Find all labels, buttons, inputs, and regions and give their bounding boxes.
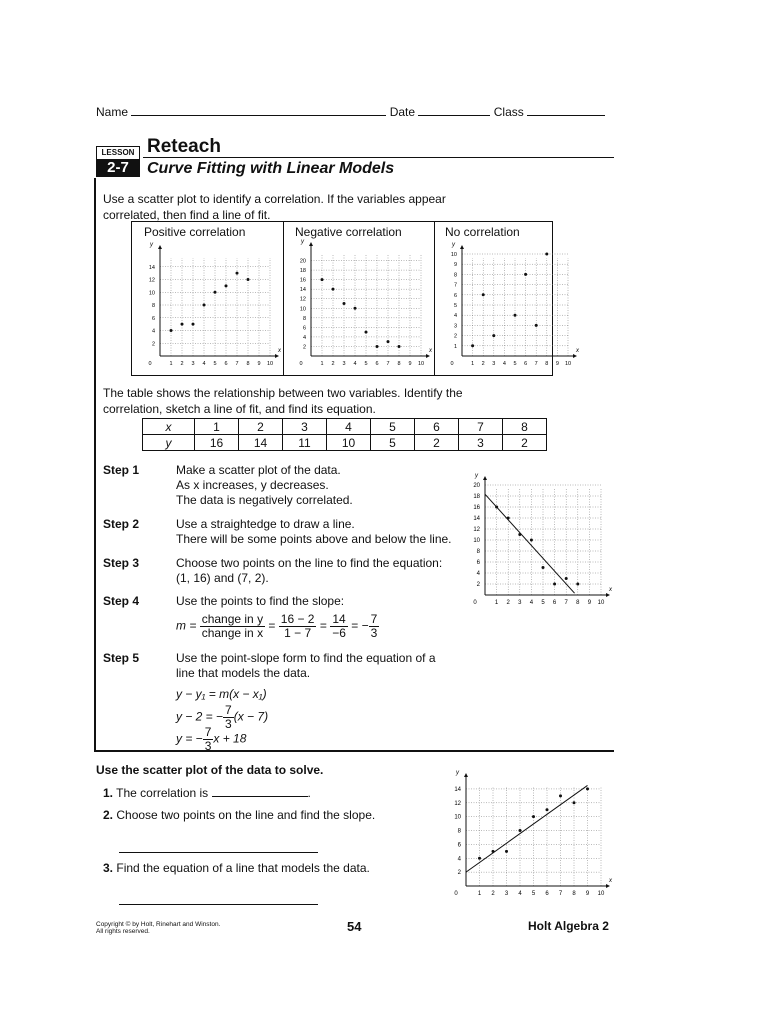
question-3 — [103, 861, 370, 875]
y-axis-arrow — [158, 245, 162, 249]
x-tick-label: 5 — [364, 361, 368, 367]
fraction — [369, 613, 380, 640]
table-row-x — [143, 419, 547, 435]
x-tick-label: 7 — [534, 361, 538, 367]
y-tick-label: 2 — [476, 582, 480, 588]
step-text-line: There will be some points above and below the line. — [176, 532, 452, 546]
y-tick-label: 5 — [453, 303, 457, 309]
panel-title-negative: Negative correlation — [295, 225, 402, 239]
y-axis-arrow — [309, 242, 313, 246]
fraction-num: 7 — [370, 612, 378, 626]
x-tick-label: 6 — [552, 600, 557, 606]
name-field[interactable] — [131, 104, 386, 116]
data-point — [321, 278, 324, 281]
data-point — [546, 808, 549, 811]
data-point — [576, 583, 579, 586]
table-cell: 10 — [327, 435, 371, 451]
table-cell: 5 — [371, 419, 415, 435]
y-tick-label: 14 — [473, 516, 480, 522]
answer-field-3[interactable] — [119, 904, 318, 905]
y-tick-label: 14 — [148, 264, 155, 271]
step-4-text: Use the points to find the slope: — [176, 594, 345, 608]
data-point — [586, 787, 589, 790]
data-point — [518, 533, 521, 536]
y-tick-label: 4 — [302, 334, 306, 341]
data-point — [332, 288, 335, 291]
equals: = — [319, 618, 327, 633]
copyright-line: Copyright © by Holt, Rinehart and Winston. — [96, 921, 221, 928]
x-tick-label: 0 — [148, 361, 152, 367]
negative-scatter-plot — [289, 239, 432, 371]
x-tick-label: 8 — [397, 361, 401, 367]
y-tick-label: 20 — [299, 258, 306, 265]
lesson-badge-label: LESSON — [96, 146, 140, 160]
x-tick-label: 0 — [454, 891, 458, 897]
table-intro — [103, 385, 463, 417]
x-tick-label: 6 — [375, 361, 379, 367]
x-tick-label: 5 — [541, 600, 545, 606]
y-tick-label: 20 — [473, 483, 480, 489]
x-axis-arrow — [606, 884, 610, 888]
y-axis-label: y — [150, 242, 153, 248]
y-tick-label: 14 — [299, 287, 306, 294]
y-tick-label: 12 — [299, 296, 306, 303]
y-axis-arrow — [460, 245, 464, 249]
question-number: 2. — [103, 808, 114, 822]
data-point — [478, 857, 481, 860]
question-number: 3. — [103, 861, 114, 875]
x-tick-label: 2 — [491, 891, 495, 897]
y-tick-label: 2 — [151, 341, 155, 348]
y-tick-label: 6 — [476, 560, 480, 566]
data-point — [214, 291, 217, 294]
table-cell: 14 — [239, 435, 283, 451]
data-point — [343, 302, 346, 305]
x-axis-arrow — [573, 354, 577, 358]
data-point — [542, 566, 545, 569]
step-scatter-plot — [460, 470, 610, 618]
table-cell: 3 — [459, 435, 503, 451]
table-cell: 3 — [283, 419, 327, 435]
practice-heading: Use the scatter plot of the data to solve. — [96, 763, 324, 777]
x-axis-label: x — [576, 348, 579, 354]
y-tick-label: 8 — [476, 549, 480, 555]
table-intro-line-1: The table shows the relationship between two variables. Identify the — [103, 386, 463, 400]
y-tick-label: 3 — [453, 323, 457, 330]
data-point — [565, 577, 568, 580]
data-point — [507, 517, 510, 520]
lesson-number: 2-7 — [96, 159, 140, 177]
y-tick-label: 9 — [453, 262, 457, 269]
data-point — [354, 307, 357, 310]
data-point — [524, 273, 527, 276]
bottom-border — [94, 750, 614, 752]
y-axis-arrow — [464, 773, 468, 777]
table-cell: 11 — [283, 435, 327, 451]
y-tick-label: 14 — [454, 786, 461, 793]
eq-part: x + 18 — [213, 731, 247, 746]
y-tick-label: 2 — [457, 870, 461, 877]
x-tick-label: 7 — [235, 361, 239, 367]
x-tick-label: 10 — [597, 600, 605, 606]
table-cell: 5 — [371, 435, 415, 451]
y-tick-label: 12 — [148, 277, 155, 284]
intro-line-2: correlated, then find a line of fit. — [103, 208, 271, 222]
y-axis-label: y — [452, 242, 455, 248]
x-tick-label: 9 — [587, 600, 592, 606]
data-point — [530, 539, 533, 542]
fraction-num: 16 − 2 — [280, 612, 315, 626]
table-header-x: x — [143, 419, 195, 435]
fraction — [279, 613, 317, 640]
data-point — [573, 801, 576, 804]
x-tick-label: 5 — [213, 361, 217, 367]
y-tick-label: 10 — [299, 306, 306, 313]
step-text-line: Use a straightedge to draw a line. — [176, 517, 355, 531]
question-number: 1. — [103, 786, 114, 800]
date-field[interactable] — [418, 104, 490, 116]
x-axis-label: x — [609, 587, 612, 593]
data-point — [471, 344, 474, 347]
y-tick-label: 8 — [151, 303, 155, 309]
fraction — [203, 726, 214, 753]
x-tick-label: 1 — [477, 891, 482, 897]
line-of-fit — [466, 785, 588, 872]
y-tick-label: 2 — [302, 344, 306, 351]
x-axis-label: x — [429, 348, 432, 354]
table-cell: 7 — [459, 419, 503, 435]
y-tick-label: 12 — [473, 527, 480, 533]
intro-text — [103, 191, 446, 223]
step-2-text — [176, 517, 452, 547]
x-tick-label: 3 — [504, 891, 509, 897]
data-point — [225, 284, 228, 287]
fraction-num: 14 — [330, 613, 348, 627]
panel-divider — [434, 222, 435, 375]
step-2-label: Step 2 — [103, 517, 140, 531]
fraction-num: 7 — [225, 703, 232, 717]
x-tick-label: 10 — [564, 361, 572, 367]
header-row — [96, 104, 616, 119]
x-tick-label: 4 — [518, 891, 522, 897]
fraction-den: 1 − 7 — [284, 626, 312, 640]
table-cell: 6 — [415, 419, 459, 435]
x-tick-label: 0 — [473, 600, 477, 606]
table-cell: 8 — [503, 419, 547, 435]
y-tick-label: 8 — [457, 828, 461, 835]
x-tick-label: 10 — [266, 361, 274, 367]
y-tick-label: 6 — [302, 325, 306, 332]
x-tick-label: 10 — [417, 361, 425, 367]
data-point — [181, 323, 184, 326]
table-row-y — [143, 435, 547, 451]
question-text: Choose two points on the line and find the slope. — [116, 808, 376, 822]
table-intro-line-2: correlation, sketch a line of fit, and find its equation. — [103, 402, 376, 416]
y-tick-label: 10 — [473, 538, 480, 544]
x-tick-label: 4 — [353, 361, 357, 367]
data-point — [247, 278, 250, 281]
x-tick-label: 9 — [585, 891, 590, 897]
data-point — [535, 324, 538, 327]
left-border — [94, 178, 96, 750]
step-text-line: Make a scatter plot of the data. — [176, 463, 341, 477]
step-text-line: The data is negatively correlated. — [176, 493, 353, 507]
x-tick-label: 2 — [180, 361, 184, 367]
point-slope-line-3 — [176, 726, 246, 753]
data-point — [236, 272, 239, 275]
x-tick-label: 2 — [331, 361, 335, 367]
x-tick-label: 2 — [506, 600, 510, 606]
page-title: Reteach — [147, 136, 221, 157]
y-tick-label: 8 — [302, 315, 306, 322]
y-tick-label: 10 — [454, 814, 461, 821]
x-tick-label: 4 — [529, 600, 534, 606]
class-label: Class — [493, 105, 524, 119]
x-tick-label: 7 — [386, 361, 390, 367]
fraction-den: −6 — [332, 626, 346, 640]
y-tick-label: 18 — [473, 494, 480, 500]
data-point — [519, 829, 522, 832]
x-axis-label: x — [278, 348, 281, 354]
fraction-num: change in y — [201, 612, 264, 626]
question-2 — [103, 808, 375, 822]
x-tick-label: 10 — [597, 891, 605, 897]
step-5-label: Step 5 — [103, 651, 140, 665]
x-tick-label: 1 — [494, 600, 499, 606]
x-tick-label: 4 — [202, 361, 206, 367]
practice-scatter-plot — [440, 762, 615, 904]
x-axis-label: x — [609, 878, 612, 884]
data-point — [545, 253, 548, 256]
x-tick-label: 1 — [169, 361, 173, 367]
fraction — [200, 613, 265, 640]
answer-field-1[interactable] — [212, 785, 308, 797]
y-tick-label: 6 — [151, 315, 155, 322]
date-label: Date — [389, 105, 416, 119]
answer-field-2[interactable] — [119, 852, 318, 853]
data-point — [376, 345, 379, 348]
y-tick-label: 16 — [299, 277, 306, 284]
no-correlation-scatter-plot — [440, 238, 579, 373]
equals: = — [268, 618, 276, 633]
y-axis-label: y — [456, 770, 459, 776]
x-tick-label: 9 — [408, 361, 412, 367]
data-point — [170, 329, 173, 332]
eq-part: y − 2 = − — [176, 709, 224, 724]
table-cell: 2 — [503, 435, 547, 451]
y-tick-label: 4 — [476, 571, 480, 577]
data-point — [492, 850, 495, 853]
data-table — [142, 418, 547, 451]
data-point — [492, 334, 495, 337]
eq-part: (x − 7) — [233, 709, 269, 724]
step-text-line: (1, 16) and (7, 2). — [176, 571, 269, 585]
x-tick-label: 6 — [524, 361, 528, 367]
data-point — [387, 340, 390, 343]
x-tick-label: 6 — [224, 361, 228, 367]
x-tick-label: 3 — [342, 361, 346, 367]
positive-scatter-plot — [138, 242, 281, 371]
data-point — [505, 850, 508, 853]
y-axis-label: y — [301, 239, 304, 245]
y-tick-label: 10 — [148, 290, 155, 297]
y-tick-label: 4 — [453, 313, 457, 320]
step-text-line: As x increases, y decreases. — [176, 478, 329, 492]
table-cell: 1 — [195, 419, 239, 435]
y-tick-label: 18 — [299, 268, 306, 275]
fraction-den: 3 — [225, 717, 232, 731]
table-header-y: y — [143, 435, 195, 451]
fraction-den: change in x — [201, 626, 264, 640]
y-tick-label: 8 — [453, 272, 457, 279]
data-point — [532, 815, 535, 818]
y-axis-arrow — [483, 476, 487, 480]
x-tick-label: 1 — [471, 361, 475, 367]
step-1-text — [176, 463, 353, 508]
y-tick-label: 4 — [457, 856, 461, 863]
data-point — [553, 583, 556, 586]
data-point — [495, 506, 498, 509]
fraction-den: 3 — [204, 739, 212, 753]
x-tick-label: 2 — [481, 361, 485, 367]
x-tick-label: 8 — [576, 600, 580, 606]
step-3-text — [176, 556, 442, 586]
panel-title-none: No correlation — [445, 225, 520, 239]
name-label: Name — [96, 105, 129, 119]
x-tick-label: 0 — [450, 361, 454, 367]
data-point — [365, 331, 368, 334]
x-tick-label: 9 — [555, 361, 559, 367]
step-5-text — [176, 651, 436, 681]
table-cell: 2 — [239, 419, 283, 435]
y-tick-label: 12 — [454, 800, 461, 807]
slope-equation — [176, 613, 379, 640]
data-point — [192, 323, 195, 326]
y-tick-label: 6 — [453, 292, 457, 299]
panel-divider — [283, 222, 284, 375]
y-tick-label: 10 — [450, 252, 457, 258]
step-3-label: Step 3 — [103, 556, 140, 570]
x-tick-label: 0 — [299, 361, 303, 367]
x-tick-label: 5 — [513, 361, 517, 367]
line-of-fit — [485, 494, 575, 593]
question-1: 1. The correlation is . — [103, 786, 311, 800]
x-tick-label: 7 — [558, 891, 563, 897]
eq-part: y = − — [176, 731, 203, 746]
table-cell: 4 — [327, 419, 371, 435]
x-tick-label: 8 — [545, 361, 549, 367]
data-point — [514, 314, 517, 317]
y-tick-label: 4 — [151, 328, 155, 335]
y-tick-label: 1 — [453, 343, 457, 350]
x-tick-label: 7 — [564, 600, 568, 606]
title-rule — [143, 157, 614, 158]
book-title: Holt Algebra 2 — [528, 919, 609, 933]
class-field[interactable] — [527, 104, 605, 116]
question-text: The correlation is — [116, 786, 209, 800]
x-tick-label: 3 — [191, 361, 195, 367]
page-subtitle: Curve Fitting with Linear Models — [147, 160, 395, 177]
data-point — [559, 794, 562, 797]
step-1-label: Step 1 — [103, 463, 140, 477]
point-slope-line-1: y − y₁ = m(x − x₁) — [176, 687, 267, 701]
table-cell: 16 — [195, 435, 239, 451]
fraction-num: 7 — [204, 725, 212, 739]
question-text: Find the equation of a line that models the data. — [116, 861, 370, 875]
x-tick-label: 8 — [246, 361, 250, 367]
y-tick-label: 2 — [453, 333, 457, 340]
x-tick-label: 8 — [572, 891, 576, 897]
intro-line-1: Use a scatter plot to identify a correlation. If the variables appear — [103, 192, 446, 206]
fraction-den: 3 — [370, 626, 378, 640]
data-point — [482, 293, 485, 296]
y-tick-label: 6 — [457, 842, 461, 849]
step-text-line: Choose two points on the line to find the equation: — [176, 556, 443, 570]
table-cell: 2 — [415, 435, 459, 451]
x-tick-label: 6 — [545, 891, 549, 897]
copyright-line: All rights reserved. — [96, 928, 150, 935]
fraction — [330, 613, 348, 640]
y-axis-label: y — [475, 473, 478, 479]
x-axis-arrow — [606, 593, 610, 597]
copyright — [96, 921, 220, 935]
x-tick-label: 1 — [320, 361, 324, 367]
equals: = — [351, 618, 359, 633]
step-text-line: Use the point-slope form to find the equation of a — [176, 651, 436, 665]
step-text-line: line that models the data. — [176, 666, 311, 680]
slope-m: m = — [176, 618, 197, 633]
page-number: 54 — [347, 919, 362, 934]
minus: − — [361, 618, 369, 633]
y-tick-label: 16 — [473, 505, 480, 511]
data-point — [203, 304, 206, 307]
y-tick-label: 7 — [453, 282, 457, 289]
panel-title-positive: Positive correlation — [144, 225, 246, 239]
data-point — [398, 345, 401, 348]
x-tick-label: 3 — [492, 361, 496, 367]
x-tick-label: 5 — [531, 891, 536, 897]
x-tick-label: 3 — [518, 600, 522, 606]
x-tick-label: 4 — [502, 361, 506, 367]
x-tick-label: 9 — [257, 361, 261, 367]
step-4-label: Step 4 — [103, 594, 140, 608]
